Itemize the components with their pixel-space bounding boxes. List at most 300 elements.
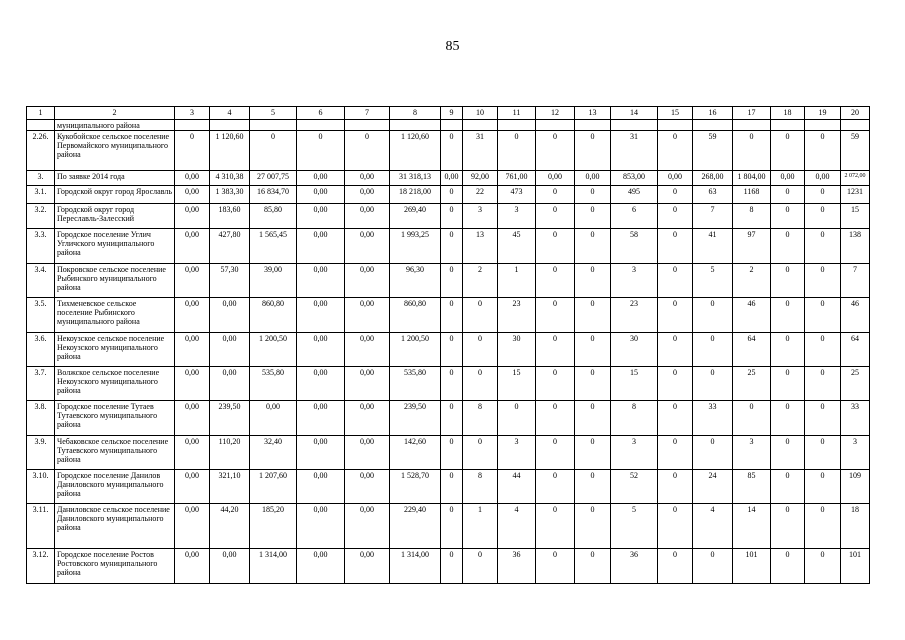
row-number-cell: 3.11. bbox=[27, 504, 55, 549]
table-cell: 0 bbox=[575, 367, 611, 401]
column-number-header: 18 bbox=[771, 107, 805, 120]
table-cell: 44,20 bbox=[210, 504, 250, 549]
table-cell: 0 bbox=[805, 549, 841, 584]
table-cell bbox=[463, 120, 498, 131]
table-cell: 6 bbox=[611, 204, 658, 229]
table-cell: 7 bbox=[841, 264, 870, 298]
table-cell: 0,00 bbox=[658, 171, 693, 186]
table-cell: 31 bbox=[463, 131, 498, 171]
row-name-cell: Тихменевское сельское поселение Рыбинского муниципального района bbox=[55, 298, 175, 333]
table-row bbox=[27, 264, 870, 298]
data-table bbox=[26, 106, 870, 584]
table-cell: 0 bbox=[771, 504, 805, 549]
table-cell: 0 bbox=[771, 436, 805, 470]
column-number-header: 15 bbox=[658, 107, 693, 120]
column-number-header: 7 bbox=[345, 107, 390, 120]
table-cell: 239,50 bbox=[390, 401, 441, 436]
column-number-header: 12 bbox=[536, 107, 575, 120]
table-cell: 0 bbox=[693, 298, 733, 333]
table-cell: 269,40 bbox=[390, 204, 441, 229]
table-cell: 0,00 bbox=[771, 171, 805, 186]
table-cell: 142,60 bbox=[390, 436, 441, 470]
table-cell: 0,00 bbox=[297, 504, 345, 549]
table-cell: 0 bbox=[441, 401, 463, 436]
column-number-header: 2 bbox=[55, 107, 175, 120]
table-cell: 2 bbox=[463, 264, 498, 298]
table-row bbox=[27, 120, 870, 131]
table-cell: 0 bbox=[441, 436, 463, 470]
table-cell: 92,00 bbox=[463, 171, 498, 186]
table-cell: 8 bbox=[611, 401, 658, 436]
table-cell: 3 bbox=[841, 436, 870, 470]
column-number-header: 5 bbox=[250, 107, 297, 120]
table-cell: 52 bbox=[611, 470, 658, 504]
table-cell: 0 bbox=[771, 186, 805, 204]
table-cell: 0 bbox=[441, 131, 463, 171]
table-cell: 0,00 bbox=[175, 186, 210, 204]
table-cell: 0,00 bbox=[297, 264, 345, 298]
table-cell: 229,40 bbox=[390, 504, 441, 549]
table-cell: 0 bbox=[297, 131, 345, 171]
table-cell: 0,00 bbox=[175, 298, 210, 333]
table-cell: 0 bbox=[658, 298, 693, 333]
table-cell: 39,00 bbox=[250, 264, 297, 298]
table-cell: 427,80 bbox=[210, 229, 250, 264]
table-cell: 1 120,60 bbox=[210, 131, 250, 171]
table-cell: 0,00 bbox=[210, 549, 250, 584]
column-number-header: 17 bbox=[733, 107, 771, 120]
table-cell: 0,00 bbox=[297, 549, 345, 584]
table-row bbox=[27, 298, 870, 333]
table-cell: 14 bbox=[733, 504, 771, 549]
table-cell: 0 bbox=[658, 504, 693, 549]
table-cell: 0,00 bbox=[297, 333, 345, 367]
table-cell: 33 bbox=[693, 401, 733, 436]
row-name-cell: Кукобойское сельское поселение Первомайского муниципального района bbox=[55, 131, 175, 171]
row-name-cell: Волжское сельское поселение Некоузского муниципального района bbox=[55, 367, 175, 401]
table-cell: 1 200,50 bbox=[250, 333, 297, 367]
table-cell: 0 bbox=[575, 333, 611, 367]
table-cell: 0 bbox=[441, 549, 463, 584]
column-number-header: 16 bbox=[693, 107, 733, 120]
table-cell: 0,00 bbox=[175, 549, 210, 584]
table-cell: 0,00 bbox=[175, 171, 210, 186]
table-cell: 185,20 bbox=[250, 504, 297, 549]
table-cell: 0,00 bbox=[210, 333, 250, 367]
table-cell: 0,00 bbox=[345, 549, 390, 584]
table-cell: 0 bbox=[575, 264, 611, 298]
table-cell: 0 bbox=[805, 367, 841, 401]
table-cell: 321,10 bbox=[210, 470, 250, 504]
table-cell: 1 bbox=[463, 504, 498, 549]
table-cell: 0,00 bbox=[175, 470, 210, 504]
table-cell: 0 bbox=[658, 436, 693, 470]
table-cell: 0,00 bbox=[297, 367, 345, 401]
table-cell bbox=[575, 120, 611, 131]
table-cell: 0,00 bbox=[297, 436, 345, 470]
table-cell bbox=[390, 120, 441, 131]
table-cell: 0 bbox=[771, 264, 805, 298]
table-row bbox=[27, 186, 870, 204]
table-cell bbox=[658, 120, 693, 131]
table-cell: 0,00 bbox=[175, 436, 210, 470]
table-cell: 0,00 bbox=[345, 186, 390, 204]
table-cell: 0 bbox=[536, 549, 575, 584]
table-cell: 0 bbox=[441, 229, 463, 264]
table-cell: 96,30 bbox=[390, 264, 441, 298]
table-cell: 0,00 bbox=[345, 436, 390, 470]
table-cell: 97 bbox=[733, 229, 771, 264]
table-cell: 109 bbox=[841, 470, 870, 504]
table-cell: 0,00 bbox=[175, 333, 210, 367]
table-cell: 0 bbox=[658, 367, 693, 401]
table-cell: 31 318,13 bbox=[390, 171, 441, 186]
table-cell: 32,40 bbox=[250, 436, 297, 470]
table-cell bbox=[733, 120, 771, 131]
table-cell: 15 bbox=[841, 204, 870, 229]
row-name-cell: Чебаковское сельское поселение Тутаевского муниципального района bbox=[55, 436, 175, 470]
table-cell: 0,00 bbox=[297, 171, 345, 186]
table-cell: 0,00 bbox=[297, 204, 345, 229]
table-cell: 3 bbox=[733, 436, 771, 470]
table-cell: 0 bbox=[805, 264, 841, 298]
row-name-cell: Городской округ город Ярославль bbox=[55, 186, 175, 204]
table-cell: 0 bbox=[805, 186, 841, 204]
row-number-cell: 3. bbox=[27, 171, 55, 186]
table-cell: 27 007,75 bbox=[250, 171, 297, 186]
row-number-cell: 3.12. bbox=[27, 549, 55, 584]
table-cell: 0,00 bbox=[210, 298, 250, 333]
table-cell: 0,00 bbox=[175, 264, 210, 298]
table-cell: 0 bbox=[536, 367, 575, 401]
table-cell: 3 bbox=[498, 436, 536, 470]
table-cell: 15 bbox=[611, 367, 658, 401]
table-row bbox=[27, 549, 870, 584]
table-cell: 16 834,70 bbox=[250, 186, 297, 204]
table-cell: 0 bbox=[536, 436, 575, 470]
table-cell: 1 bbox=[498, 264, 536, 298]
table-cell: 0 bbox=[575, 504, 611, 549]
table-row bbox=[27, 401, 870, 436]
column-number-header: 13 bbox=[575, 107, 611, 120]
table-cell: 0 bbox=[536, 298, 575, 333]
row-number-cell: 3.3. bbox=[27, 229, 55, 264]
table-cell: 59 bbox=[841, 131, 870, 171]
table-cell: 0 bbox=[693, 367, 733, 401]
table-cell: 0,00 bbox=[175, 367, 210, 401]
table-cell: 25 bbox=[841, 367, 870, 401]
row-number-cell: 3.8. bbox=[27, 401, 55, 436]
table-cell: 0 bbox=[771, 131, 805, 171]
column-number-header: 3 bbox=[175, 107, 210, 120]
table-cell: 24 bbox=[693, 470, 733, 504]
table-cell: 41 bbox=[693, 229, 733, 264]
table-cell: 239,50 bbox=[210, 401, 250, 436]
table-cell: 0 bbox=[441, 298, 463, 333]
table-cell: 25 bbox=[733, 367, 771, 401]
table-cell: 0 bbox=[805, 298, 841, 333]
table-cell: 0 bbox=[536, 186, 575, 204]
column-number-header: 8 bbox=[390, 107, 441, 120]
table-cell: 0 bbox=[805, 436, 841, 470]
table-cell: 0 bbox=[536, 333, 575, 367]
table-cell: 7 bbox=[693, 204, 733, 229]
table-cell: 860,80 bbox=[250, 298, 297, 333]
table-cell bbox=[250, 120, 297, 131]
table-cell: 535,80 bbox=[250, 367, 297, 401]
table-cell: 0 bbox=[441, 333, 463, 367]
table-cell: 183,60 bbox=[210, 204, 250, 229]
table-cell: 0 bbox=[658, 131, 693, 171]
table-cell: 1231 bbox=[841, 186, 870, 204]
table-row bbox=[27, 436, 870, 470]
table-cell: 57,30 bbox=[210, 264, 250, 298]
table-cell: 0 bbox=[771, 333, 805, 367]
table-cell bbox=[441, 120, 463, 131]
table-cell: 0,00 bbox=[345, 171, 390, 186]
table-row bbox=[27, 171, 870, 186]
table-cell bbox=[805, 120, 841, 131]
table-cell: 0 bbox=[658, 333, 693, 367]
table-cell: 46 bbox=[841, 298, 870, 333]
table-cell: 0 bbox=[733, 131, 771, 171]
table-cell: 0 bbox=[536, 229, 575, 264]
table-cell: 1 120,60 bbox=[390, 131, 441, 171]
table-cell bbox=[210, 120, 250, 131]
table-cell: 0,00 bbox=[345, 367, 390, 401]
table-cell: 18 bbox=[841, 504, 870, 549]
table-cell: 0 bbox=[693, 549, 733, 584]
row-name-cell: Городское поселение Данилов Даниловского муниципального района bbox=[55, 470, 175, 504]
row-number-cell bbox=[27, 120, 55, 131]
table-cell: 15 bbox=[498, 367, 536, 401]
table-row bbox=[27, 504, 870, 549]
table-cell: 0 bbox=[498, 401, 536, 436]
table-cell: 36 bbox=[611, 549, 658, 584]
table-cell: 8 bbox=[463, 470, 498, 504]
table-cell: 1 314,00 bbox=[390, 549, 441, 584]
table-cell: 3 bbox=[611, 264, 658, 298]
table-cell: 0 bbox=[693, 333, 733, 367]
table-cell: 0,00 bbox=[297, 186, 345, 204]
table-cell: 0,00 bbox=[297, 298, 345, 333]
table-cell bbox=[175, 120, 210, 131]
table-cell: 0 bbox=[175, 131, 210, 171]
table-cell: 4 310,38 bbox=[210, 171, 250, 186]
table-cell bbox=[345, 120, 390, 131]
column-number-header: 6 bbox=[297, 107, 345, 120]
table-cell bbox=[841, 120, 870, 131]
row-number-cell: 3.4. bbox=[27, 264, 55, 298]
row-number-cell: 3.10. bbox=[27, 470, 55, 504]
table-cell: 0 bbox=[575, 186, 611, 204]
table-cell: 0 bbox=[498, 131, 536, 171]
column-number-header: 10 bbox=[463, 107, 498, 120]
table-cell: 0,00 bbox=[297, 229, 345, 264]
table-cell: 0 bbox=[658, 186, 693, 204]
table-cell: 63 bbox=[693, 186, 733, 204]
table-cell bbox=[536, 120, 575, 131]
table-cell: 0 bbox=[575, 298, 611, 333]
table-cell: 1 383,30 bbox=[210, 186, 250, 204]
table-cell: 0,00 bbox=[345, 298, 390, 333]
table-cell: 0,00 bbox=[345, 264, 390, 298]
table-cell: 0 bbox=[575, 436, 611, 470]
row-number-cell: 3.5. bbox=[27, 298, 55, 333]
table-cell: 0,00 bbox=[175, 229, 210, 264]
table-cell: 30 bbox=[498, 333, 536, 367]
table-cell: 0 bbox=[771, 470, 805, 504]
table-cell: 0 bbox=[536, 264, 575, 298]
table-cell: 1 993,25 bbox=[390, 229, 441, 264]
table-cell: 85 bbox=[733, 470, 771, 504]
table-cell: 473 bbox=[498, 186, 536, 204]
table-row bbox=[27, 470, 870, 504]
table-cell: 0 bbox=[771, 401, 805, 436]
table-cell: 5 bbox=[693, 264, 733, 298]
page-number: 85 bbox=[445, 39, 460, 54]
table-cell: 0 bbox=[733, 401, 771, 436]
table-cell: 0 bbox=[441, 367, 463, 401]
table-cell: 0 bbox=[805, 333, 841, 367]
table-cell: 0 bbox=[575, 549, 611, 584]
table-cell: 0 bbox=[658, 470, 693, 504]
table-cell: 101 bbox=[733, 549, 771, 584]
table-cell: 0 bbox=[771, 298, 805, 333]
table-cell: 0 bbox=[441, 264, 463, 298]
table-cell: 31 bbox=[611, 131, 658, 171]
table-cell: 0 bbox=[463, 333, 498, 367]
table-cell bbox=[297, 120, 345, 131]
table-cell: 3 bbox=[498, 204, 536, 229]
table-cell: 0 bbox=[441, 186, 463, 204]
table-cell: 0 bbox=[463, 298, 498, 333]
column-number-header: 20 bbox=[841, 107, 870, 120]
table-row bbox=[27, 204, 870, 229]
table-cell bbox=[498, 120, 536, 131]
row-number-cell: 3.1. bbox=[27, 186, 55, 204]
row-name-cell: Некоузское сельское поселение Некоузского муниципального района bbox=[55, 333, 175, 367]
table-cell: 0,00 bbox=[575, 171, 611, 186]
table-cell: 0 bbox=[575, 229, 611, 264]
table-cell: 33 bbox=[841, 401, 870, 436]
table-cell: 0 bbox=[536, 504, 575, 549]
row-number-cell: 3.6. bbox=[27, 333, 55, 367]
table-cell: 0 bbox=[805, 229, 841, 264]
table-cell: 0 bbox=[693, 436, 733, 470]
table-cell: 30 bbox=[611, 333, 658, 367]
table-row bbox=[27, 131, 870, 171]
column-number-header: 9 bbox=[441, 107, 463, 120]
table-cell: 0,00 bbox=[297, 470, 345, 504]
table-row bbox=[27, 367, 870, 401]
table-cell: 860,80 bbox=[390, 298, 441, 333]
row-name-cell: По заявке 2014 года bbox=[55, 171, 175, 186]
table-cell: 23 bbox=[611, 298, 658, 333]
table-cell: 0,00 bbox=[210, 367, 250, 401]
row-name-cell: Городское поселение Углич Угличского муниципального района bbox=[55, 229, 175, 264]
table-cell: 0 bbox=[771, 367, 805, 401]
table-cell: 0 bbox=[575, 131, 611, 171]
table-cell: 0,00 bbox=[345, 470, 390, 504]
table-cell: 44 bbox=[498, 470, 536, 504]
table-cell: 853,00 bbox=[611, 171, 658, 186]
table-cell: 138 bbox=[841, 229, 870, 264]
table-cell: 5 bbox=[611, 504, 658, 549]
table-cell: 46 bbox=[733, 298, 771, 333]
table-cell: 761,00 bbox=[498, 171, 536, 186]
table-cell: 0 bbox=[805, 401, 841, 436]
table-cell: 0 bbox=[805, 470, 841, 504]
table-cell: 1 314,00 bbox=[250, 549, 297, 584]
row-name-cell: Городское поселение Ростов Ростовского муниципального района bbox=[55, 549, 175, 584]
data-table-container bbox=[26, 106, 870, 584]
table-cell: 0,00 bbox=[345, 333, 390, 367]
table-cell: 0 bbox=[805, 204, 841, 229]
table-cell: 535,80 bbox=[390, 367, 441, 401]
row-name-cell: Даниловское сельское поселение Даниловского муниципального района bbox=[55, 504, 175, 549]
table-cell: 36 bbox=[498, 549, 536, 584]
row-name-cell: Городское поселение Тутаев Тутаевского муниципального района bbox=[55, 401, 175, 436]
table-cell: 4 bbox=[693, 504, 733, 549]
table-cell: 101 bbox=[841, 549, 870, 584]
table-cell: 3 bbox=[611, 436, 658, 470]
table-cell: 13 bbox=[463, 229, 498, 264]
table-cell: 0 bbox=[536, 401, 575, 436]
table-cell: 8 bbox=[733, 204, 771, 229]
table-cell: 3 bbox=[463, 204, 498, 229]
column-number-header: 11 bbox=[498, 107, 536, 120]
table-cell: 1168 bbox=[733, 186, 771, 204]
table-cell: 1 200,50 bbox=[390, 333, 441, 367]
table-header-row bbox=[27, 107, 870, 120]
table-cell: 64 bbox=[733, 333, 771, 367]
table-cell: 0 bbox=[658, 229, 693, 264]
table-cell: 0 bbox=[575, 401, 611, 436]
table-cell: 85,80 bbox=[250, 204, 297, 229]
row-number-cell: 3.2. bbox=[27, 204, 55, 229]
table-cell: 0 bbox=[658, 204, 693, 229]
table-cell: 0,00 bbox=[441, 171, 463, 186]
table-cell: 0 bbox=[658, 264, 693, 298]
row-name-cell: Городской округ город Переславль-Залесский bbox=[55, 204, 175, 229]
table-cell: 23 bbox=[498, 298, 536, 333]
table-cell: 1 565,45 bbox=[250, 229, 297, 264]
table-cell: 2 bbox=[733, 264, 771, 298]
table-cell: 268,00 bbox=[693, 171, 733, 186]
column-number-header: 4 bbox=[210, 107, 250, 120]
table-cell: 0,00 bbox=[345, 504, 390, 549]
table-cell: 2 072,00 bbox=[841, 171, 870, 186]
table-cell: 1 804,00 bbox=[733, 171, 771, 186]
table-cell: 0,00 bbox=[345, 401, 390, 436]
row-name-cell: Покровское сельское поселение Рыбинского муниципального района bbox=[55, 264, 175, 298]
row-number-cell: 3.7. bbox=[27, 367, 55, 401]
table-cell: 45 bbox=[498, 229, 536, 264]
table-cell: 0,00 bbox=[297, 401, 345, 436]
table-cell: 0,00 bbox=[345, 204, 390, 229]
table-cell: 0,00 bbox=[536, 171, 575, 186]
table-cell: 0 bbox=[658, 401, 693, 436]
table-cell: 0 bbox=[463, 367, 498, 401]
table-cell: 58 bbox=[611, 229, 658, 264]
row-number-cell: 2.26. bbox=[27, 131, 55, 171]
table-cell: 0 bbox=[575, 204, 611, 229]
table-cell: 64 bbox=[841, 333, 870, 367]
table-cell: 1 207,60 bbox=[250, 470, 297, 504]
table-cell: 0,00 bbox=[805, 171, 841, 186]
table-cell: 0 bbox=[805, 131, 841, 171]
